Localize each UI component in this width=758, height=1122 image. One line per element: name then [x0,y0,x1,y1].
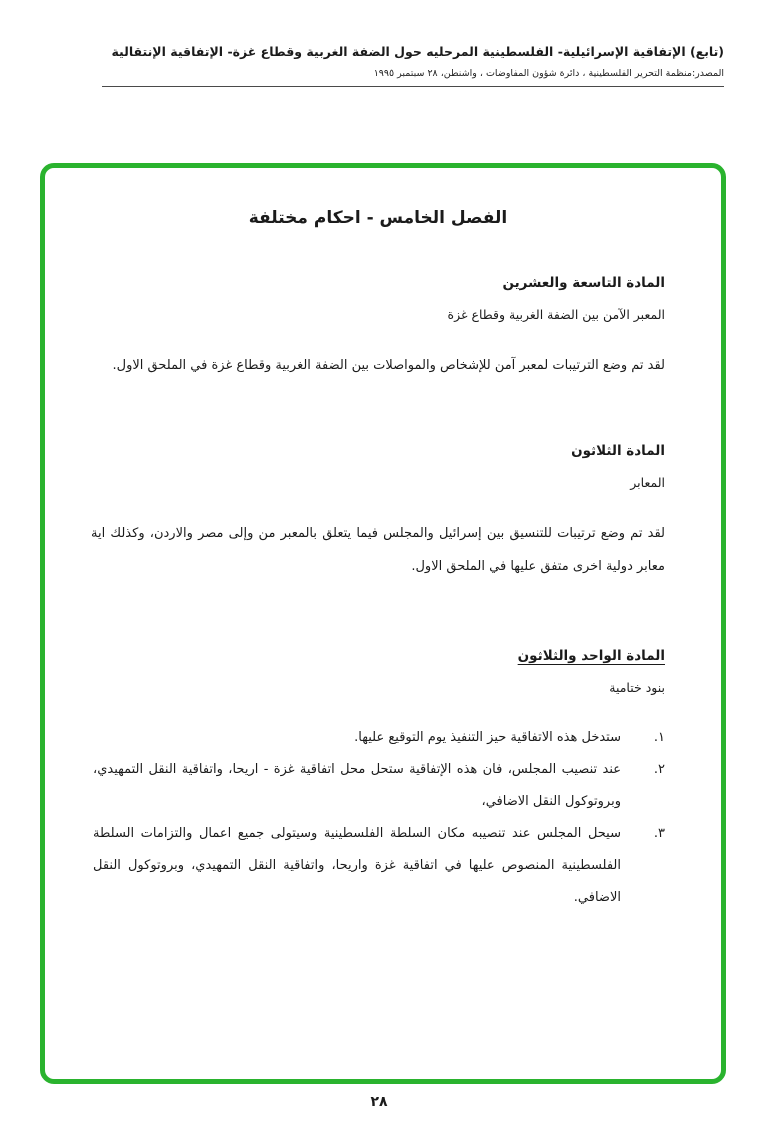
clause-text: ستدخل هذه الاتفاقية حيز التنفيذ يوم التوقيع عليها. [354,730,621,745]
article-30-subheading: المعابر [630,475,665,490]
article-30-section [91,442,665,583]
page-header [102,44,724,87]
page-number: ٢٨ [370,1094,388,1110]
header-title-line: (تابع) الإتفاقية الإسرائيلية- الفلسطينية المرحليه حول الضفة الغربية وقطاع غزة- الإتفاقية الإنتقالية [111,44,724,59]
clause-text: عند تنصيب المجلس، فان هذه الإتفاقية ستحل محل اتفاقية غزة - اريحا، واتفاقية النقل التمهيدي، وبروتوكول النقل الاضافي، [93,762,621,809]
clause-text: سيحل المجلس عند تنصيبه مكان السلطة الفلسطينية وسيتولى جميع اعمال والتزامات السلطة الفلسطينية المنصوص عليها في اتفاقية غزة واريحا، واتفاقية النقل التمهيدي، وبروتوكول النقل الاضافي. [93,826,621,905]
document-content [45,168,721,914]
article-29-section [91,274,665,382]
header-source-line: المصدر:منظمة التحرير الفلسطينية ، دائرة شؤون المفاوضات ، واشنطن، ٢٨ سبتمبر ١٩٩٥ [373,67,724,79]
list-item [91,754,665,818]
article-30-paragraph: لقد تم وضع ترتيبات للتنسيق بين إسرائيل والمجلس فيما يتعلق بالمعبر من وإلى مصر والاردن، وكذلك اية معابر دولية اخرى متفق عليها في الملحق الاول. [91,526,665,574]
clause-number: ٢. [653,762,665,777]
list-item [91,818,665,914]
article-29-paragraph: لقد تم وضع الترتيبات لمعبر آمن للإشخاص والمواصلات بين الضفة الغربية وقطاع غزة في الملحق الاول. [112,358,665,373]
clause-number: ١. [653,730,665,745]
green-border-frame [40,163,726,1084]
list-item [91,722,665,754]
clause-number: ٣. [653,826,665,841]
article-31-subheading: بنود ختامية [609,680,665,695]
article-31-section [91,647,665,914]
article-29-heading: المادة التاسعة والعشرين [502,275,665,291]
article-30-heading: المادة الثلاثون [571,443,665,459]
article-31-heading: المادة الواحد والثلاثون [517,648,665,664]
chapter-title: الفصل الخامس - احكام مختلفة [248,208,508,228]
article-29-subheading: المعبر الآمن بين الضفة الغربية وقطاع غزة [447,307,665,322]
final-clauses-list [91,722,665,914]
